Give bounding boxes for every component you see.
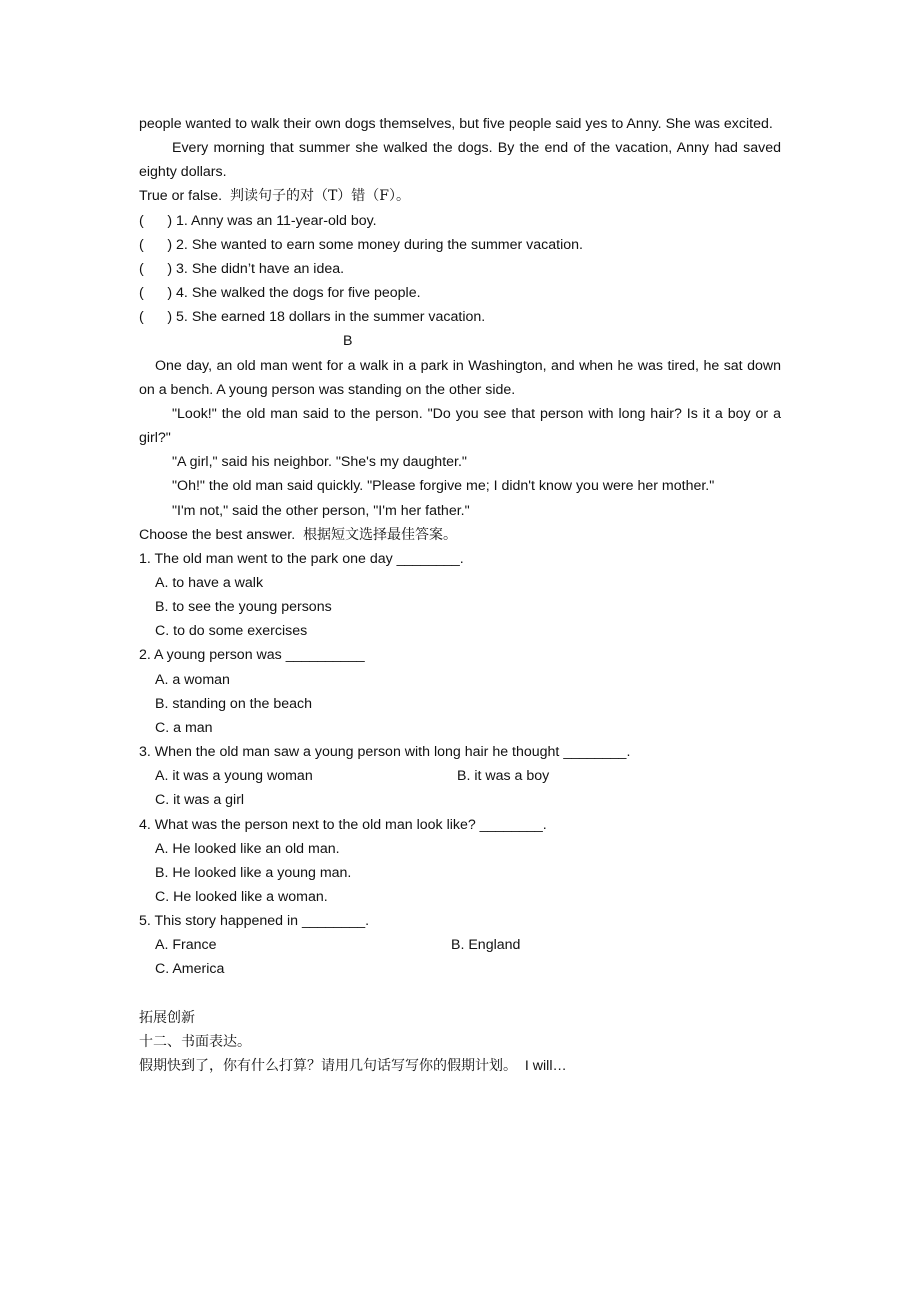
- question-5-option-b: B. England: [451, 937, 521, 954]
- writing-prompt: [139, 1054, 781, 1078]
- question-3-option-b: B. it was a boy: [457, 768, 550, 785]
- question-1-option-a: A. to have a walk: [155, 574, 264, 591]
- passage-a-paragraph-2: Every morning that summer she walked the dogs. By the end of the vacation, Anny had saved eighty dollars.: [139, 140, 781, 181]
- passage-b-label: B: [343, 333, 353, 350]
- question-5-option-a: A. France: [155, 937, 217, 954]
- question-1-option-c: C. to do some exercises: [155, 623, 308, 640]
- tf-instruction-en: True or false.: [139, 188, 223, 205]
- passage-a-paragraph-1: people wanted to walk their own dogs themselves, but five people said yes to Anny. She was excited.: [139, 116, 773, 132]
- question-2-stem: 2. A young person was __________: [139, 647, 365, 664]
- tf-instruction-zh: 判读句子的对（T）错（F）。: [229, 188, 411, 205]
- tf-item: ( ) 1. Anny was an 11-year-old boy.: [139, 212, 377, 229]
- question-3-stem: 3. When the old man saw a young person with long hair he thought ________.: [139, 744, 631, 761]
- tf-item: ( ) 5. She earned 18 dollars in the summer vacation.: [139, 309, 486, 326]
- writing-prompt-zh: 假期快到了，你有什么打算？请用几句话写写你的假期计划。: [139, 1057, 517, 1074]
- question-5-stem: 5. This story happened in ________.: [139, 913, 370, 930]
- writing-section-heading: 十二、书面表达。: [139, 1033, 251, 1050]
- passage-b-paragraph-5: "I'm not," said the other person, "I'm her father.": [172, 502, 470, 519]
- question-4-option-b: B. He looked like a young man.: [155, 864, 352, 881]
- question-5-option-c: C. America: [155, 961, 225, 978]
- question-1-option-b: B. to see the young persons: [155, 599, 332, 616]
- mc-instruction-zh: 根据短文选择最佳答案。: [303, 526, 458, 543]
- question-3-option-c: C. it was a girl: [155, 792, 245, 809]
- question-3-option-a: A. it was a young woman: [155, 768, 313, 785]
- tf-instruction: [139, 184, 781, 208]
- worksheet-page: [139, 112, 781, 1078]
- question-5-options-row: [139, 933, 781, 957]
- question-2-option-a: A. a woman: [155, 671, 230, 688]
- question-4-option-a: A. He looked like an old man.: [155, 840, 340, 857]
- extension-title: 拓展创新: [139, 1009, 195, 1026]
- mc-instruction-en: Choose the best answer.: [139, 526, 296, 543]
- question-2-option-c: C. a man: [155, 719, 213, 736]
- tf-item: ( ) 2. She wanted to earn some money during the summer vacation.: [139, 236, 583, 253]
- passage-b-paragraph-3: "A girl," said his neighbor. "She's my daughter.": [172, 454, 467, 471]
- passage-b-paragraph-2: "Look!" the old man said to the person. "Do you see that person with long hair? Is it a boy or a girl?": [139, 405, 781, 447]
- mc-instruction: [139, 523, 781, 547]
- question-1-stem: 1. The old man went to the park one day ________.: [139, 550, 464, 567]
- passage-b-paragraph-4: "Oh!" the old man said quickly. "Please forgive me; I didn't know you were her mother.": [172, 478, 715, 495]
- question-3-options-row: [139, 764, 781, 788]
- tf-item: ( ) 4. She walked the dogs for five people.: [139, 285, 421, 302]
- question-4-stem: 4. What was the person next to the old man look like? ________.: [139, 816, 547, 833]
- writing-prompt-en: I will…: [524, 1057, 567, 1074]
- question-2-option-b: B. standing on the beach: [155, 695, 312, 712]
- question-4-option-c: C. He looked like a woman.: [155, 889, 328, 905]
- tf-item: ( ) 3. She didn’t have an idea.: [139, 260, 345, 277]
- passage-b-paragraph-1: One day, an old man went for a walk in a park in Washington, and when he was tired, he sat down on a bench. A young person was standing on the other side.: [139, 357, 781, 398]
- spacer: [139, 982, 781, 1006]
